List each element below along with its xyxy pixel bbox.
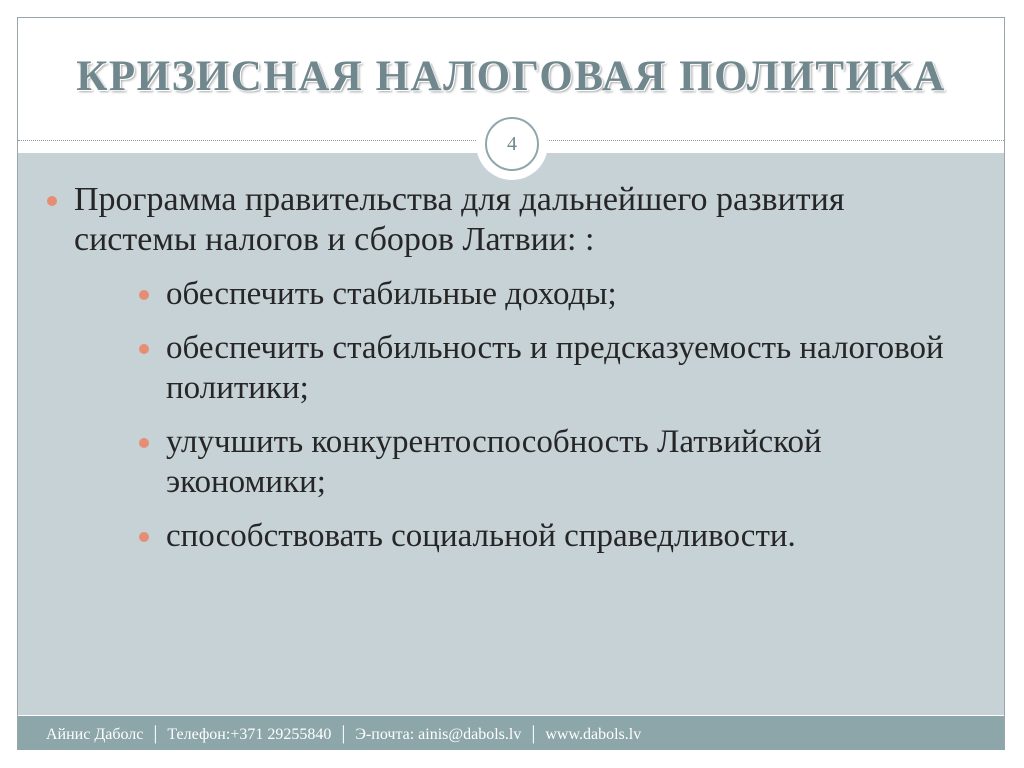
bullet-item — [74, 180, 954, 260]
slide-title: КРИЗИСНАЯ НАЛОГОВАЯ ПОЛИТИКА — [76, 53, 946, 100]
bullet-dot-icon — [139, 532, 149, 542]
bullet-text: улучшить конкурентоспособность Латвийской экономики; — [166, 424, 822, 500]
footer-separator: | — [531, 722, 536, 744]
bullet-text: Программа правительства для дальнейшего развития системы налогов и сборов Латвии: : — [74, 181, 845, 258]
footer-author: Айнис Даболс — [46, 726, 144, 743]
bullet-list — [18, 180, 1004, 556]
bullet-text: обеспечить стабильные доходы; — [166, 276, 617, 312]
footer-email: Э-почта: ainis@dabols.lv — [355, 726, 522, 743]
sub-bullet-item — [166, 274, 986, 314]
bullet-dot-icon — [139, 344, 149, 354]
footer-separator: | — [153, 722, 158, 744]
bullet-text: способствовать социальной справедливости. — [166, 518, 796, 554]
footer-bar — [18, 716, 1004, 750]
sub-bullet-item — [166, 328, 986, 408]
bullet-dot-icon — [139, 438, 149, 448]
sub-bullet-item — [166, 516, 986, 556]
slide-number: 4 — [485, 117, 539, 171]
footer-phone: Телефон:+371 29255840 — [167, 726, 332, 743]
footer-website: www.dabols.lv — [545, 726, 642, 743]
bullet-text: обеспечить стабильность и предсказуемость налоговой политики; — [166, 330, 944, 406]
bullet-dot-icon — [139, 290, 149, 300]
bullet-dot-icon — [47, 196, 57, 206]
footer-separator: | — [341, 722, 346, 744]
sub-bullet-item — [166, 422, 986, 502]
